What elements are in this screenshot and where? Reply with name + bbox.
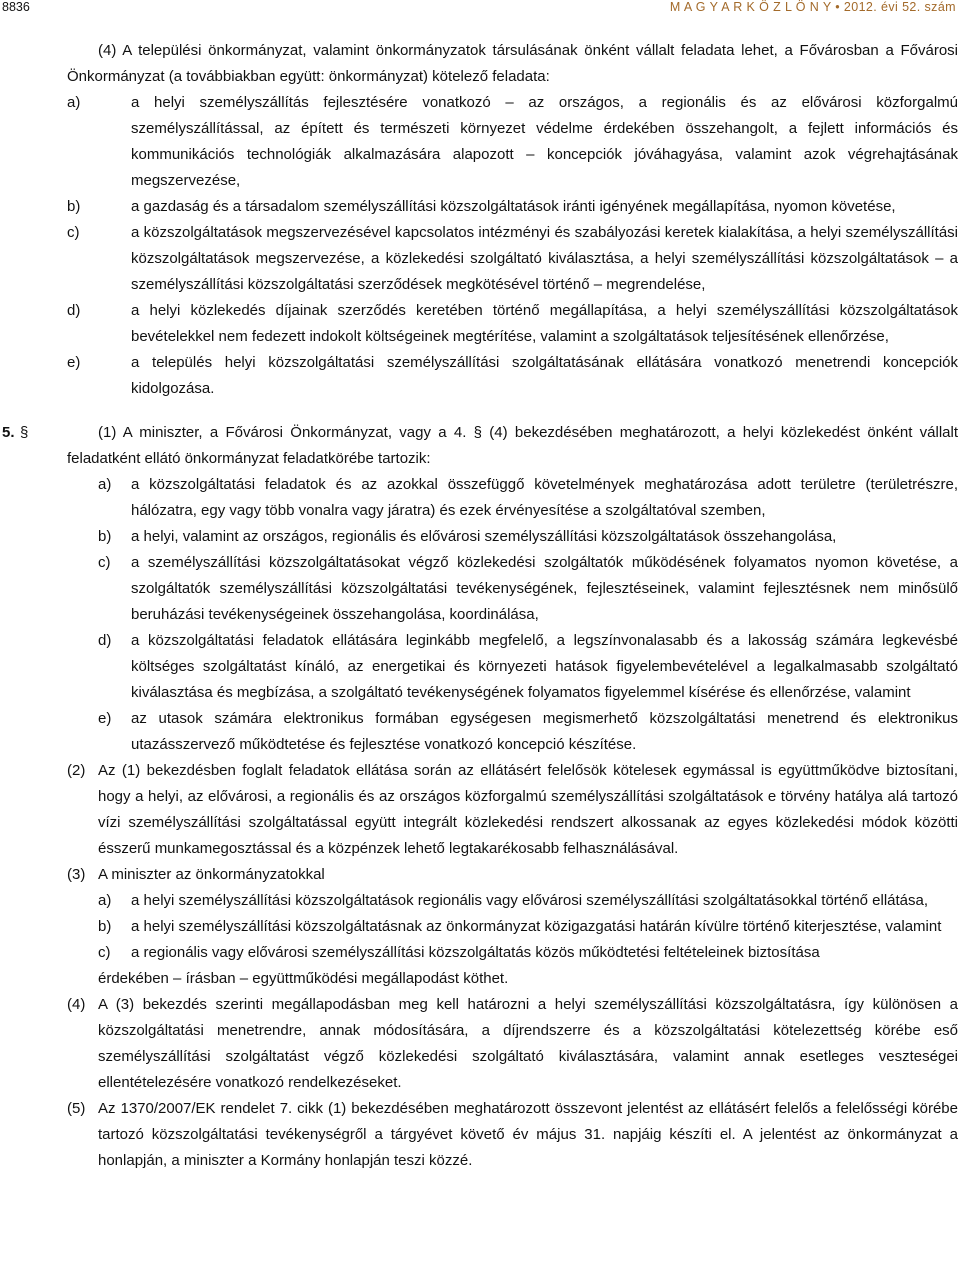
item-label: d) <box>98 632 112 649</box>
item-label: c) <box>98 944 111 961</box>
list-item <box>0 298 960 350</box>
item-text: a személyszállítási közszolgáltatásokat végző közlekedési szolgáltatók működésének folyamatos nyomon követése, a szolgáltatók személyszállítási közszolgáltatási tevékenységének, fejlesztéseinek, valamint fejlesztésnek nem minősülő beruházási tevékenységeinek összehangolása, koordinálása, <box>131 554 958 623</box>
item-text: a gazdaság és a társadalom személyszállítási közszolgáltatások iránti igényének megállapítása, nyomon követése, <box>131 198 896 215</box>
section-symbol: § <box>20 424 29 441</box>
paragraph-text: (4) A települési önkormányzat, valamint önkormányzatok társulásának önként vállalt feladata lehet, a Fővárosban a Fővárosi Önkormányzat (a továbbiakban együtt: önkormányzat) kötelező feladata: <box>67 42 958 85</box>
item-text: a helyi közlekedés díjainak szerződés keretében történő megállapítása, a helyi személyszállítási közszolgáltatások bevételekkel nem fedezett indokolt költségeinek megtérítése, valamint a szolgáltatások teljesítésének ellenőrzése, <box>131 302 958 345</box>
page-number: 8836 <box>2 0 30 14</box>
section-spacer <box>0 402 960 420</box>
item-label: b) <box>98 918 112 935</box>
item-label: e) <box>67 354 81 371</box>
item-text: a helyi, valamint az országos, regionális és elővárosi személyszállítási közszolgáltatások összehangolása, <box>131 528 837 545</box>
list-item <box>0 628 960 706</box>
item-label: d) <box>67 302 81 319</box>
item-label: e) <box>98 710 112 727</box>
item-text: a közszolgáltatások megszervezésével kapcsolatos intézményi és szabályozási keretek kialakítása, a helyi személyszállítási közszolgáltatások megszervezése, a közlekedési szolgáltató kiválasztása, a helyi személyszállítási közszolgáltatások – a személyszállítási közszolgáltatási szerződések megkötésével történő – megrendelése, <box>131 224 958 293</box>
list-item <box>0 706 960 758</box>
item-text: a regionális vagy elővárosi személyszállítási közszolgáltatás közös működtetési feltételeinek biztosítása <box>131 944 820 961</box>
section-5-paragraph-1 <box>0 420 960 472</box>
list-item <box>0 90 960 194</box>
paragraph-4 <box>0 38 960 90</box>
paragraph-number: (2) <box>67 762 86 779</box>
paragraph-tail <box>0 966 960 992</box>
item-text: a helyi személyszállítási közszolgáltatások regionális vagy elővárosi személyszállítási szolgáltatásokkal történő ellátása, <box>131 892 929 909</box>
list-item <box>0 350 960 402</box>
paragraph-text: érdekében – írásban – együttműködési megállapodást köthet. <box>98 970 509 987</box>
list-item <box>0 888 960 914</box>
section-number: 5. <box>2 424 15 441</box>
paragraph-number: (4) <box>98 42 117 59</box>
list-item <box>0 914 960 940</box>
list-item <box>0 550 960 628</box>
document-body <box>0 38 960 1174</box>
list-item <box>0 220 960 298</box>
section-5-paragraph-3 <box>0 862 960 888</box>
item-text: a közszolgáltatási feladatok és az azokkal összefüggő követelmények meghatározása adott területre (területrészre, hálózatra, egy vagy több vonalra vagy járatra) és ezek érvényesítése a szolgáltatóval szemben, <box>131 476 958 519</box>
item-text: a helyi személyszállítási közszolgáltatásnak az önkormányzat közigazgatási határán kívülre történő kiterjesztése, valamint <box>131 918 942 935</box>
paragraph-number: (5) <box>67 1100 86 1117</box>
paragraph-number: (3) <box>67 866 86 883</box>
paragraph-text: A miniszter az önkormányzatokkal <box>98 866 325 883</box>
list-item <box>0 472 960 524</box>
list-item <box>0 524 960 550</box>
item-label: a) <box>98 892 112 909</box>
item-label: c) <box>98 554 111 571</box>
list-item <box>0 194 960 220</box>
item-text: a közszolgáltatási feladatok ellátására leginkább megfelelő, a legszínvonalasabb és a lakosság számára legkevésbé költséges szolgáltatást kínáló, az energetikai és környezeti hatások figyelembevételével a legalkalmasabb szolgáltató kiválasztása és megbízása, a szolgáltató tevékenységének folyamatos figyelemmel kísérése és ellenőrzése, valamint <box>131 632 958 701</box>
item-text: a helyi személyszállítás fejlesztésére vonatkozó – az országos, a regionális és az elővárosi közforgalmú személyszállítással, az épített és természeti környezet védelme érdekében összehangolt, a fejlett információs és kommunikációs technológiák alkalmazására alapozott – koncepciók jóváhagyása, valamint azok végrehajtásának megszervezése, <box>131 94 958 189</box>
item-label: c) <box>67 224 80 241</box>
item-label: a) <box>67 94 81 111</box>
section-5-paragraph-2 <box>0 758 960 862</box>
journal-title: M A G Y A R K Ö Z L Ö N Y • 2012. évi 52. szám <box>669 0 956 14</box>
paragraph-number: (1) <box>98 424 117 441</box>
paragraph-text: Az 1370/2007/EK rendelet 7. cikk (1) bekezdésében meghatározott összevont jelentést az ellátásért felelős a felelősségi körébe tartozó közszolgáltatási tevékenységről a tárgyévet követő év május 31. napjáig készíti el. A jelentést az önkormányzat a honlapján, a miniszter a Kormány honlapján teszi közzé. <box>98 1100 958 1169</box>
paragraph-text: (1) A miniszter, a Fővárosi Önkormányzat, vagy a 4. § (4) bekezdésében meghatározott, a helyi közlekedést önként vállalt feladatként ellátó önkormányzat feladatkörébe tartozik: <box>67 424 958 467</box>
paragraph-text: A (3) bekezdés szerinti megállapodásban meg kell határozni a helyi személyszállítási közszolgáltatásra, így különösen a közszolgáltatási menetrendre, annak módosítására, a díjrendszerre és a közszolgáltatási kötelezettség körébe eső személyszállítási szolgáltatást végző közlekedési szolgáltató kiválasztására, valamint annak esetleges veszteségei ellentételezésére vonatkozó rendelkezéseket. <box>98 996 958 1091</box>
section-5-paragraph-4 <box>0 992 960 1096</box>
list-item <box>0 940 960 966</box>
item-label: a) <box>98 476 112 493</box>
item-text: az utasok számára elektronikus formában egységesen megismerhető közszolgáltatási menetrend és elektronikus utazásszervező működtetése és fejlesztése vonatkozó koncepció készítése. <box>131 710 958 753</box>
paragraph-number: (4) <box>67 996 86 1013</box>
item-label: b) <box>67 198 81 215</box>
item-label: b) <box>98 528 112 545</box>
item-text: a település helyi közszolgáltatási személyszállítási szolgáltatásának ellátására vonatkozó menetrendi koncepciók kidolgozása. <box>131 354 958 397</box>
section-5-paragraph-5 <box>0 1096 960 1174</box>
page-header <box>0 0 960 18</box>
paragraph-text: Az (1) bekezdésben foglalt feladatok ellátása során az ellátásért felelősök kötelesek egymással is együttműködve biztosítani, hogy a helyi, az elővárosi, a regionális és az országos közforgalmú személyszállítási szolgáltatások e törvény hatálya alá tartozó vízi személyszállítási szolgáltatással együtt integrált közlekedési rendszert alkossanak az egyes közlekedési módok közötti ésszerű munkamegosztással és a közpénzek lehető legtakarékosabb felhasználásával. <box>98 762 958 857</box>
